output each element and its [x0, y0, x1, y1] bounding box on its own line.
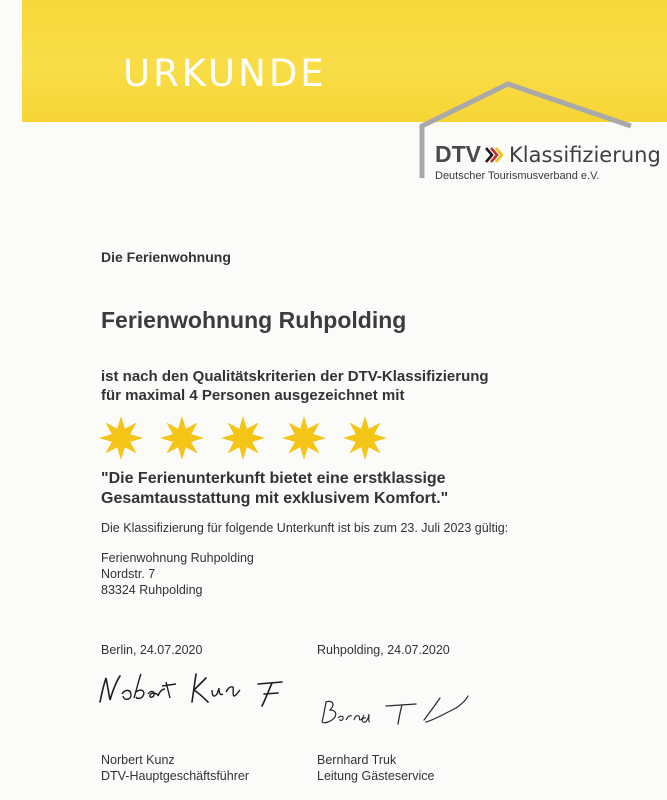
star-rating: [98, 414, 398, 462]
criteria-text: [101, 367, 489, 405]
place-date-right: Ruhpolding, 24.07.2020: [317, 643, 450, 657]
criteria-line-2: für maximal 4 Personen ausgezeichnet mit: [101, 387, 405, 404]
signer-left: [101, 752, 249, 784]
logo-product: Klassifizierung: [509, 142, 661, 167]
logo-subtitle: Deutscher Tourismusverband e.V.: [435, 170, 600, 182]
signer-left-name: Norbert Kunz: [101, 753, 175, 767]
signer-right-name: Bernhard Truk: [317, 753, 397, 767]
place-date-left: Berlin, 24.07.2020: [101, 643, 203, 657]
star-icon: [160, 416, 204, 460]
quote-line-1: "Die Ferienunterkunft bietet eine erstklassige: [101, 470, 446, 487]
address-block: [101, 550, 254, 598]
signer-left-role: DTV-Hauptgeschäftsführer: [101, 769, 249, 783]
star-icon: [343, 416, 387, 460]
intro-text: Die Ferienwohnung: [101, 249, 231, 265]
validity-text: Die Klassifizierung für folgende Unterkunft ist bis zum 23. Juli 2023 gültig:: [101, 521, 509, 535]
rating-quote: [101, 469, 448, 509]
logo-brand: DTV: [435, 141, 481, 167]
signature-norbert-kunz: [96, 662, 296, 714]
address-city: 83324 Ruhpolding: [101, 583, 203, 597]
signer-right-role: Leitung Gästeservice: [317, 769, 435, 783]
dtv-logo: [435, 141, 661, 168]
certificate-title: URKUNDE: [123, 52, 327, 95]
signer-right: [317, 752, 434, 784]
chevrons-icon: [485, 145, 505, 165]
star-icon: [282, 416, 326, 460]
quote-line-2: Gesamtausstattung mit exklusivem Komfort.": [101, 490, 449, 507]
address-street: Nordstr. 7: [101, 567, 156, 581]
criteria-line-1: ist nach den Qualitätskriterien der DTV-Klassifizierung: [101, 368, 489, 385]
signature-bernhard-truk: [316, 692, 476, 734]
property-name: Ferienwohnung Ruhpolding: [101, 307, 407, 333]
star-icon: [221, 416, 265, 460]
star-icon: [99, 416, 143, 460]
address-name: Ferienwohnung Ruhpolding: [101, 551, 254, 565]
